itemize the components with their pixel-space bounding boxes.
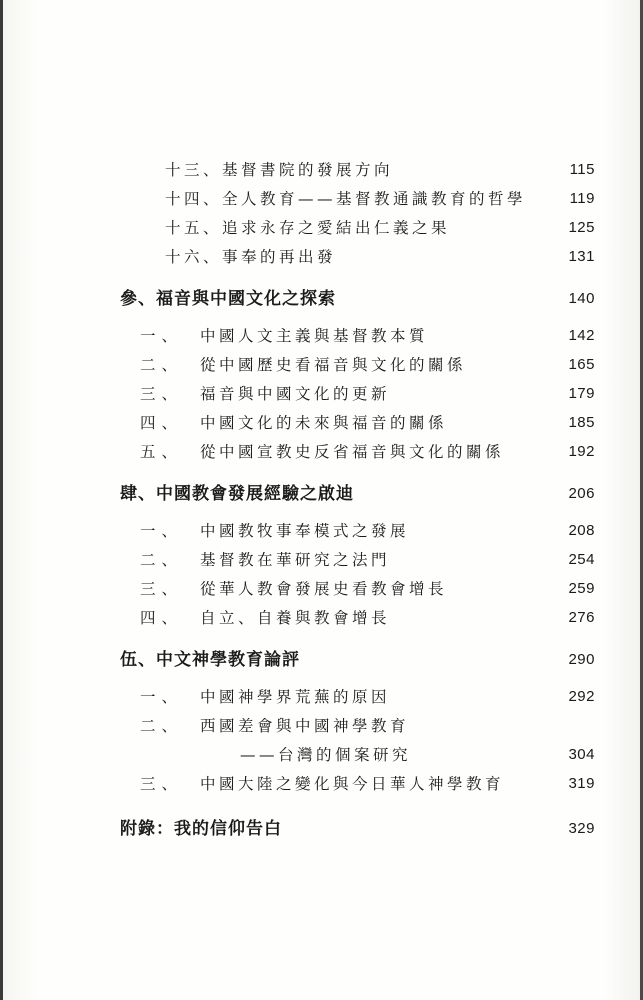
entry-number: 二、 xyxy=(140,551,184,569)
entry-number: 四、 xyxy=(140,414,184,432)
toc-entry xyxy=(0,770,643,798)
entry-page-number: 319 xyxy=(568,775,595,792)
entry-number: 二、 xyxy=(140,356,184,374)
entry-page-number: 179 xyxy=(568,385,595,402)
entry-number: 一、 xyxy=(140,327,184,345)
toc-entry xyxy=(0,546,643,574)
section-page-number: 206 xyxy=(568,485,595,502)
entry-page-number: 125 xyxy=(568,219,595,236)
entry-title: 福音與中國文化的更新 xyxy=(200,385,391,403)
section-page-number: 140 xyxy=(568,290,595,307)
toc-entry xyxy=(0,683,643,711)
section-page-number: 290 xyxy=(568,651,595,668)
entry-page-number: 115 xyxy=(569,161,595,178)
entry-page-number: 142 xyxy=(568,327,595,344)
toc-entry xyxy=(0,243,643,271)
entry-title: 中國大陸之變化與今日華人神學教育 xyxy=(200,775,505,793)
toc-entry xyxy=(0,322,643,350)
toc-entry xyxy=(0,185,643,213)
toc-entry xyxy=(0,156,643,184)
entry-title: 從中國歷史看福音與文化的關係 xyxy=(200,356,467,374)
entry-number: 一、 xyxy=(140,522,184,540)
entry-page-number: 119 xyxy=(569,190,595,207)
section-title: 肆、中國教會發展經驗之啟迪 xyxy=(120,484,354,504)
toc-entry xyxy=(0,604,643,632)
toc-entry xyxy=(0,351,643,379)
entry-title: 基督教在華研究之法門 xyxy=(200,551,391,569)
toc-entry xyxy=(0,517,643,545)
toc-entry xyxy=(0,380,643,408)
toc-entry xyxy=(0,438,643,466)
entry-number: 四、 xyxy=(140,609,184,627)
entry-title: 自立、自養與教會增長 xyxy=(200,609,391,627)
entry-number: 一、 xyxy=(140,688,184,706)
entry-title: 中國教牧事奉模式之發展 xyxy=(200,522,410,540)
entry-page-number: 165 xyxy=(568,356,595,373)
entry-title: 中國人文主義與基督教本質 xyxy=(200,327,429,345)
entry-title: 從華人教會發展史看教會增長 xyxy=(200,580,448,598)
section-title: 附錄：我的信仰告白 xyxy=(120,819,282,839)
toc-section-heading xyxy=(0,480,643,508)
entry-number: 二、 xyxy=(140,717,184,735)
toc-entry xyxy=(0,575,643,603)
entry-number: 三、 xyxy=(140,385,184,403)
entry-number: 三、 xyxy=(140,775,184,793)
entry-title: 中國神學界荒蕪的原因 xyxy=(200,688,391,706)
entry-title: 十五、追求永存之愛結出仁義之果 xyxy=(165,219,451,237)
toc-entry-continuation xyxy=(0,741,643,769)
toc-section-heading xyxy=(0,646,643,674)
entry-page-number: 208 xyxy=(568,522,595,539)
entry-title: 中國文化的未來與福音的關係 xyxy=(200,414,448,432)
entry-page-number: 131 xyxy=(568,248,595,265)
toc-entry xyxy=(0,712,643,740)
entry-number: 三、 xyxy=(140,580,184,598)
entry-page-number: 276 xyxy=(568,609,595,626)
entry-page-number: 292 xyxy=(568,688,595,705)
entry-page-number: 304 xyxy=(568,746,595,763)
section-title: 伍、中文神學教育論評 xyxy=(120,650,300,670)
section-title: 參、福音與中國文化之探索 xyxy=(120,289,336,309)
entry-page-number: 185 xyxy=(568,414,595,431)
entry-number: 五、 xyxy=(140,443,184,461)
toc-section-heading xyxy=(0,285,643,313)
toc-section-heading xyxy=(0,815,643,843)
entry-page-number: 192 xyxy=(568,443,595,460)
toc-entry xyxy=(0,214,643,242)
toc-entry xyxy=(0,409,643,437)
section-page-number: 329 xyxy=(568,820,595,837)
entry-page-number: 259 xyxy=(568,580,595,597)
entry-title: 十六、事奉的再出發 xyxy=(165,248,337,266)
entry-page-number: 254 xyxy=(568,551,595,568)
entry-title: 十三、基督書院的發展方向 xyxy=(165,161,394,179)
entry-subtitle: ——台灣的個案研究 xyxy=(240,746,412,764)
entry-title: 西國差會與中國神學教育 xyxy=(200,717,410,735)
entry-title: 從中國宣教史反省福音與文化的關係 xyxy=(200,443,505,461)
entry-title: 十四、全人教育——基督教通識教育的哲學 xyxy=(165,190,527,208)
